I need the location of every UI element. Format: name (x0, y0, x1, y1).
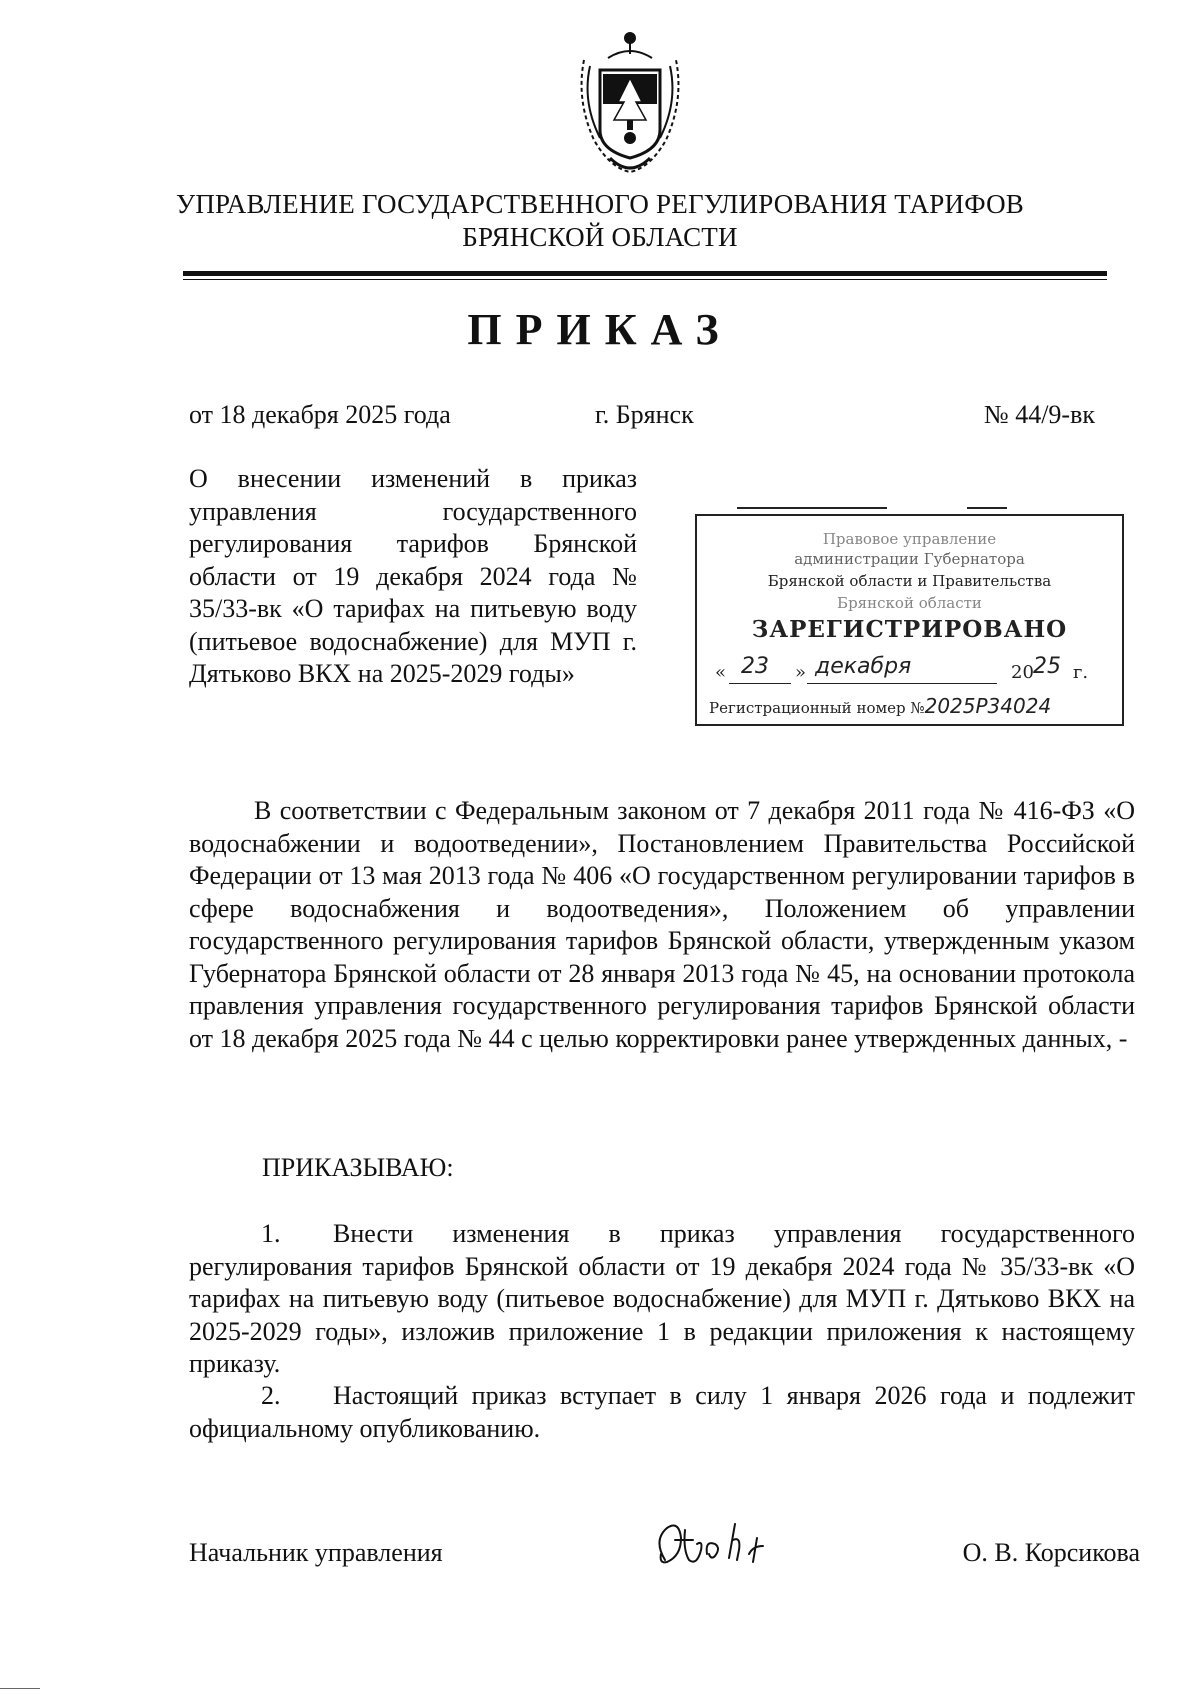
stamp-day: 23 (741, 654, 769, 679)
order-item (189, 1218, 1135, 1381)
basis-paragraph: В соответствии с Федеральным законом от 7 декабря 2011 года № 416-ФЗ «О водоснабжении и водоотведении», Постановлением Правительства Российской Федерации от 13 мая 2013 года № 406 «О государственном регулировании тарифов в сфере водоснабжения и водоотведения», Положением об управлении государственного регулирования тарифов Брянской области, утвержденным указом Губернатора Брянской области от 28 января 2013 года № 45, на основании протокола правления управления государственного регулирования тарифов Брянской области от 18 декабря 2025 года № 44 с целью корректировки ранее утвержденных данных, - (189, 796, 1135, 1053)
order-item (189, 1380, 1135, 1445)
order-item-number: 1. (261, 1219, 281, 1248)
order-directive-word: ПРИКАЗЫВАЮ: (262, 1153, 454, 1182)
signatory-name: О. В. Корсикова (962, 1538, 1140, 1567)
stamp-reg-label: Регистрационный номер № (709, 699, 925, 717)
stamp-status: ЗАРЕГИСТРИРОВАНО (751, 616, 1068, 643)
stamp-year-unit: г. (1073, 662, 1089, 683)
order-item-number: 2. (261, 1381, 281, 1410)
order-subject: О внесении изменений в приказ управления государственного регулирования тарифов Брянской области от 19 декабря 2024 года № 35/33-вк «О тарифах на питьевую воду (питьевое водоснабжение) для МУП г. Дятьково ВКХ на 2025-2029 годы» (189, 464, 637, 688)
organization-title (0, 188, 1200, 254)
registration-stamp (695, 514, 1124, 726)
order-city: г. Брянск (595, 400, 694, 429)
organization-title-line1: УПРАВЛЕНИЕ ГОСУДАРСТВЕННОГО РЕГУЛИРОВАНИЯ ТАРИФОВ (176, 189, 1024, 219)
stamp-year-prefix: 20 (1011, 662, 1034, 683)
stamp-open-quote: « (715, 662, 727, 683)
organization-title-line2: БРЯНСКОЙ ОБЛАСТИ (462, 222, 738, 252)
order-number: № 44/9-вк (983, 400, 1095, 429)
order-item-text: Внести изменения в приказ управления государственного регулирования тарифов Брянской области от 19 декабря 2024 года № 35/33-вк «О тарифах на питьевую воду (питьевое водоснабжение) для МУП г. Дятьково ВКХ на 2025-2029 годы», изложив приложение 1 в редакции приложения к настоящему приказу. (189, 1219, 1135, 1378)
signatory-position: Начальник управления (189, 1538, 443, 1567)
header-rule-thick (183, 271, 1107, 276)
stamp-registration-number (709, 694, 1051, 718)
order-date: от 18 декабря 2025 года (189, 400, 451, 429)
stamp-line2: администрации Губернатора (794, 550, 1025, 568)
stamp-top-line (737, 507, 887, 509)
stamp-reg-number: 2025Р34024 (924, 694, 1052, 718)
stamp-top-line (967, 507, 1007, 509)
stamp-line3: Брянской области и Правительства (767, 572, 1052, 590)
stamp-month: декабря (815, 654, 912, 679)
stamp-year-suffix: 25 (1033, 654, 1061, 679)
stamp-line4: Брянской области (837, 594, 982, 612)
coat-of-arms-emblem-icon (570, 30, 690, 180)
page-edge-mark (0, 1688, 40, 1689)
handwritten-signature-icon (645, 1510, 795, 1580)
stamp-close-quote: » (795, 662, 807, 683)
stamp-month-underline (807, 683, 997, 684)
stamp-line1: Правовое управление (822, 530, 997, 548)
document-type-title: ПРИКАЗ (467, 305, 733, 354)
header-rule-thin (183, 279, 1107, 280)
order-item-text: Настоящий приказ вступает в силу 1 января 2026 года и подлежит официальному опубликованию. (189, 1381, 1135, 1443)
stamp-date (711, 656, 1106, 686)
stamp-day-underline (729, 683, 791, 684)
